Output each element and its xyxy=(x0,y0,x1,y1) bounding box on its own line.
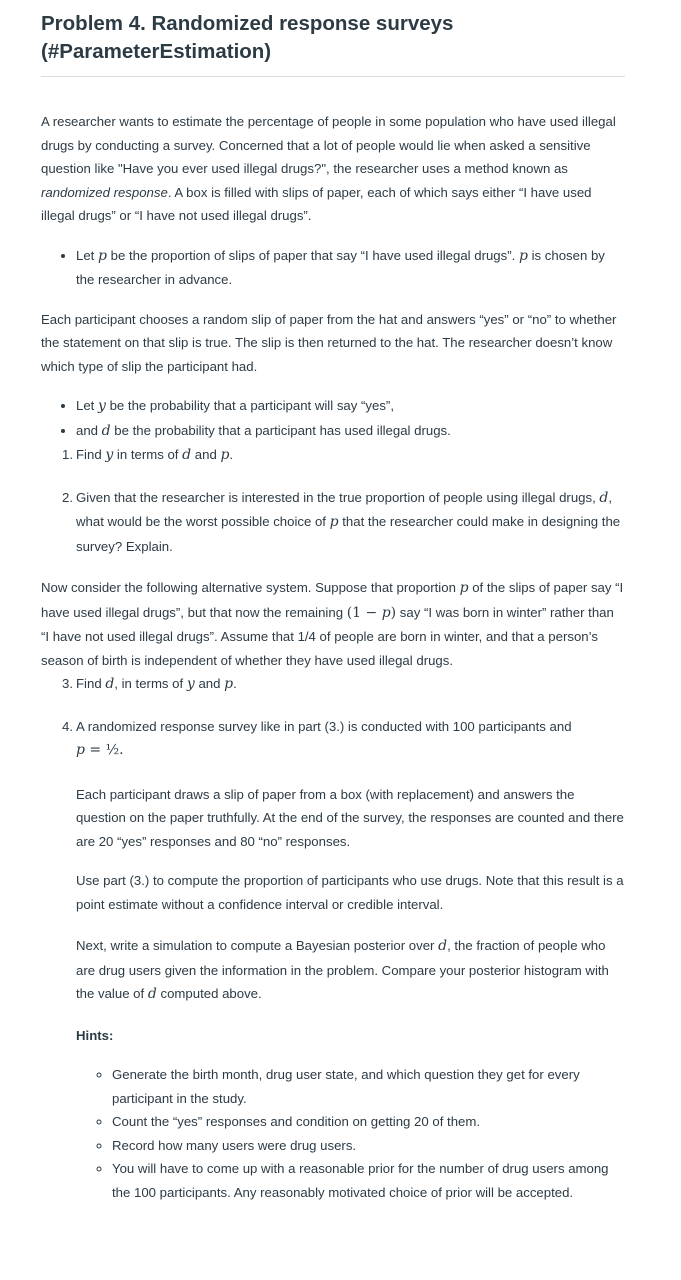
procedure-paragraph: Each participant chooses a random slip of paper from the hat and answers “yes” or “no” to whether the statement on that slip is true. The slip is then returned to the hat. The researcher doesn’t know which type of slip the participant had. xyxy=(41,311,617,374)
question-4-intro: A randomized response survey like in part (3.) is conducted with 100 participants and p = ½. xyxy=(76,718,572,758)
question-list-a xyxy=(41,443,625,558)
list-item: ◦ You will have to come up with a reasonable prior for the number of drug users among the 100 participants. Any reasonably motivated choice of prior will be accepted. xyxy=(112,1157,625,1204)
question-4-simulation-paragraph: Next, write a simulation to compute a Bayesian posterior over d, the fraction of people who are drug users given the information in the problem. Compare your posterior histogram with the value of d computed above. xyxy=(76,938,609,1002)
intro-paragraph: A researcher wants to estimate the percentage of people in some population who have used illegal drugs by conducting a survey. Concerned that a lot of people would lie when asked a sensitive question like "Have you ever used illegal drugs?", the researcher uses a method known as randomized response. A box is filled with slips of paper, each of which says either “I have used illegal drugs” or “I have not used illegal drugs”. xyxy=(41,114,616,223)
alternative-system-paragraph: Now consider the following alternative system. Suppose that proportion p of the slips of paper say “I have used illegal drugs”, but that now the remaining (1 − p) say “I was born in winter” rather than “I have not used illegal drugs”. Assume that 1/4 of people are born in winter, and that a person’s season of birth is independent of whether they have used illegal drugs. xyxy=(41,580,624,668)
title-line-2: (#ParameterEstimation) xyxy=(41,40,272,63)
list-item: • Let p be the proportion of slips of paper that say “I have used illegal drugs”. p is chosen by the researcher in advance. xyxy=(76,244,625,292)
list-item: • and d be the probability that a participant has used illegal drugs. xyxy=(76,419,625,444)
list-item: • Let y be the probability that a participant will say “yes”, xyxy=(76,394,625,419)
question-4-estimate-paragraph: Use part (3.) to compute the proportion of participants who use drugs. Note that this result is a point estimate without a confidence interval or credible interval. xyxy=(76,873,624,912)
hints-label: Hints: xyxy=(76,1027,114,1043)
list-item: ◦ Count the “yes” responses and condition on getting 20 of them. xyxy=(112,1110,625,1134)
hints-list xyxy=(76,1063,625,1204)
variable-definition-list xyxy=(41,394,625,443)
title-divider xyxy=(41,76,625,77)
question-2: 2. Given that the researcher is interested in the true proportion of people using illegal drugs, d, what would be the worst possible choice of p that the researcher could make in designing the survey? Explain. xyxy=(62,489,621,554)
question-4: 4. A randomized response survey like in part (3.) is conducted with 100 participants and p = ½. Each participant draws a slip of paper from a box (with replacement) and answers the question on the paper truthfully. At the end of the survey, the responses are counted and there are 20 “yes” responses and 80 “no” responses. Use part (3.) to compute the proportion of participants who use drugs. Note that this result is a point estimate without a confidence interval or credible interval. Next, write a simulation to compute a Bayesian posterior over d, the fraction of people who are drug users given the information in the problem. Compare your posterior histogram with the value of d computed above. Hints: ◦ Generate the birth month, drug user state, and which question they get for every participant in the study. ◦ Count the “yes” responses and condition on getting 20 of them. ◦ Record how many users were drug users. ◦ You will have to come up with a reasonable prior for the number of drug users among the 100 participants. Any reasonably motivated choice of prior will be accepted. xyxy=(76,715,625,1205)
list-item: ◦ Generate the birth month, drug user state, and which question they get for every participant in the study. xyxy=(112,1063,625,1110)
page-title xyxy=(41,10,625,66)
question-list-b xyxy=(41,672,625,1204)
p-definition-list xyxy=(41,244,625,292)
list-item: ◦ Record how many users were drug users. xyxy=(112,1134,625,1158)
question-1: 1. Find y in terms of d and p. xyxy=(62,447,234,463)
question-4-survey-paragraph: Each participant draws a slip of paper from a box (with replacement) and answers the question on the paper truthfully. At the end of the survey, the responses are counted and there are 20 “yes” responses and 80 “no” responses. xyxy=(76,786,624,849)
randomized-response-term: randomized response xyxy=(41,184,168,200)
title-line-1: Problem 4. Randomized response surveys xyxy=(41,12,454,35)
question-3: 3. Find d, in terms of y and p. xyxy=(62,676,237,692)
